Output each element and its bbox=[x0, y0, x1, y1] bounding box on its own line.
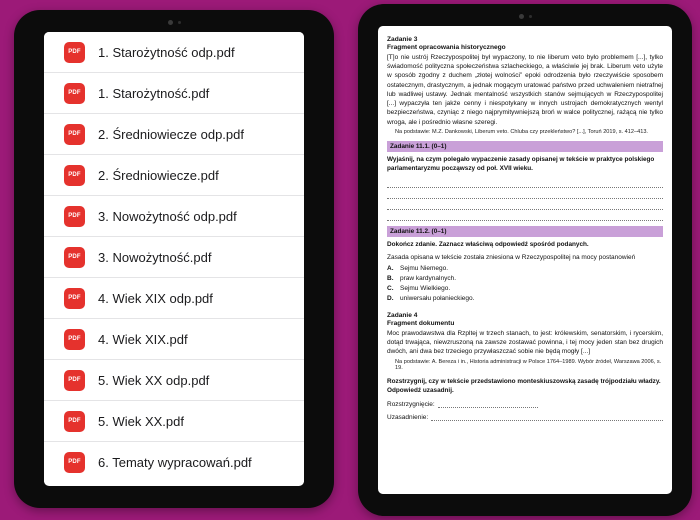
file-name: 4. Wiek XIX.pdf bbox=[98, 331, 188, 347]
camera-dot-icon bbox=[519, 14, 524, 19]
task4-text: Moc prawodawstwa dla Rzpltej w trzech stanach, to jest: królewskim, senatorskim, i rycerskim, dotąd trwająca, niewzruszoną na zawsze zostawać powinna, i tej mocy jeden stan bez drugich dwóch, ani dwa bez trzeciego przywłaszczać sobie nie będą mogły [...] bbox=[387, 329, 663, 356]
pdf-file-icon: PDF bbox=[64, 370, 85, 391]
answer-lines bbox=[387, 177, 663, 221]
decision-line bbox=[387, 400, 663, 408]
tablet-frame-left bbox=[14, 10, 334, 508]
tablet-screen-left bbox=[44, 32, 304, 486]
dotted-answer-line bbox=[387, 210, 663, 221]
camera-dot-icon bbox=[168, 20, 173, 25]
answer-option-b bbox=[387, 274, 663, 284]
dotted-answer-line bbox=[387, 177, 663, 188]
file-list-item[interactable] bbox=[44, 155, 304, 196]
file-list-item[interactable] bbox=[44, 114, 304, 155]
task-11-1-instruction: Wyjaśnij, na czym polegało wypaczenie zasady opisanej w tekście w praktyce polskiego parlamentaryzmu począwszy od poł. XVII wieku. bbox=[387, 155, 655, 173]
pdf-file-icon: PDF bbox=[64, 42, 85, 63]
task4-instruction: Rozstrzygnij, czy w tekście przedstawiono monteskiuszowską zasadę trójpodziału władzy. Odpowiedź uzasadnij. bbox=[387, 377, 661, 394]
front-camera-icon bbox=[358, 12, 692, 20]
task4-section bbox=[387, 312, 663, 421]
pdf-file-icon: PDF bbox=[64, 83, 85, 104]
justification-label: Uzasadnienie: bbox=[387, 414, 429, 422]
option-text: praw kardynalnych. bbox=[400, 274, 456, 282]
task4-source-line: Na podstawie: A. Bereza i in., Historia administracji w Polsce 1764–1989. Wybór źródeł, Warszawa 2006, s. 19. bbox=[395, 358, 662, 371]
pdf-file-icon: PDF bbox=[64, 206, 85, 227]
dotted-answer-line bbox=[387, 188, 663, 199]
pdf-file-icon: PDF bbox=[64, 288, 85, 309]
pdf-file-icon: PDF bbox=[64, 247, 85, 268]
option-letter: D. bbox=[387, 294, 394, 302]
task3-source-line: Na podstawie: M.Z. Dankowski, Liberum veto. Chluba czy przekleństwo? [...], Toruń 2019, s. 412–413. bbox=[395, 128, 648, 135]
decision-label: Rozstrzygnięcie: bbox=[387, 401, 435, 409]
file-name: 1. Starożytność odp.pdf bbox=[98, 44, 235, 60]
option-text: Sejmu Niemego. bbox=[400, 264, 449, 272]
answer-option-d bbox=[387, 294, 663, 304]
option-letter: C. bbox=[387, 284, 394, 292]
file-list-item[interactable] bbox=[44, 278, 304, 319]
file-list-item[interactable] bbox=[44, 442, 304, 482]
file-name: 1. Starożytność.pdf bbox=[98, 85, 210, 101]
task3-source-title: Fragment opracowania historycznego bbox=[387, 44, 506, 51]
tablet-screen-right bbox=[378, 26, 672, 494]
dotted-answer-line bbox=[387, 199, 663, 210]
file-name: 5. Wiek XX odp.pdf bbox=[98, 372, 210, 388]
option-text: uniwersału połanieckiego. bbox=[400, 294, 475, 302]
task-11-1-header: Zadanie 11.1. (0–1) bbox=[387, 141, 663, 152]
task4-label: Zadanie 4 bbox=[387, 311, 418, 319]
file-list-item[interactable] bbox=[44, 196, 304, 237]
file-list-item[interactable] bbox=[44, 319, 304, 360]
file-name: 2. Średniowiecze.pdf bbox=[98, 167, 219, 183]
task3-text: [T]o nie ustrój Rzeczypospolitej był wypaczony, to nie liberum veto było problemem [...], tylko świadomość polityczna społeczeństwa szlacheckiego, a właściwie jej brak. Liberum veto użyte w sposób zgodny z duchem „złotej wolności” epoki odrodzenia było rzeczywiście sposobem ostatecznym, drastycznym, a jednak mogącym uratować państwo przed uchwaleniem nietrafnej lub wadliwej ustawy. Jednak mentalność wszystkich stanów sejmujących w Rzeczypospolitej [...] wypaczyła ten jakże cenny i niespotykany w innych ustrojach demokratycznych wentyl bezpieczeństwa, czyniąc z niego najprymitywniejszą broń w walce politycznej, rażącą nie tylko wroga, ale i pośrednio własne szeregi. bbox=[387, 54, 663, 126]
option-text: Sejmu Wielkiego. bbox=[400, 284, 451, 292]
answer-option-a bbox=[387, 264, 663, 274]
option-letter: A. bbox=[387, 264, 394, 272]
task4-source-title: Fragment dokumentu bbox=[387, 319, 455, 327]
file-list-item[interactable] bbox=[44, 401, 304, 442]
justification-line bbox=[387, 413, 663, 421]
file-name: 6. Tematy wypracowań.pdf bbox=[98, 454, 252, 470]
tablet-frame-right bbox=[358, 4, 692, 516]
task-11-2-stem: Zasada opisana w tekście została zniesiona w Rzeczypospolitej na mocy postanowień bbox=[387, 253, 636, 261]
task3-label: Zadanie 3 bbox=[387, 36, 418, 43]
file-list-item[interactable] bbox=[44, 237, 304, 278]
file-name: 4. Wiek XIX odp.pdf bbox=[98, 290, 213, 306]
dotted-fill bbox=[438, 400, 538, 408]
file-name: 3. Nowożytność.pdf bbox=[98, 249, 212, 265]
dotted-fill bbox=[431, 413, 663, 421]
pdf-document-page[interactable] bbox=[378, 26, 672, 421]
pdf-file-icon: PDF bbox=[64, 411, 85, 432]
file-list-item[interactable] bbox=[44, 73, 304, 114]
pdf-file-icon: PDF bbox=[64, 329, 85, 350]
sensor-dot-icon bbox=[178, 21, 181, 24]
file-name: 3. Nowożytność odp.pdf bbox=[98, 208, 237, 224]
task-11-2-instruction: Dokończ zdanie. Zaznacz właściwą odpowiedź spośród podanych. bbox=[387, 241, 589, 249]
front-camera-icon bbox=[14, 18, 334, 26]
task-11-2-header: Zadanie 11.2. (0–1) bbox=[387, 226, 663, 237]
sensor-dot-icon bbox=[529, 15, 532, 18]
pdf-file-icon: PDF bbox=[64, 124, 85, 145]
pdf-file-icon: PDF bbox=[64, 165, 85, 186]
pdf-file-icon: PDF bbox=[64, 452, 85, 473]
file-list-item[interactable] bbox=[44, 360, 304, 401]
option-letter: B. bbox=[387, 274, 394, 282]
file-name: 2. Średniowiecze odp.pdf bbox=[98, 126, 244, 142]
pdf-file-list[interactable] bbox=[44, 32, 304, 486]
answer-option-c bbox=[387, 284, 663, 294]
file-name: 5. Wiek XX.pdf bbox=[98, 413, 184, 429]
file-list-item[interactable] bbox=[44, 32, 304, 73]
